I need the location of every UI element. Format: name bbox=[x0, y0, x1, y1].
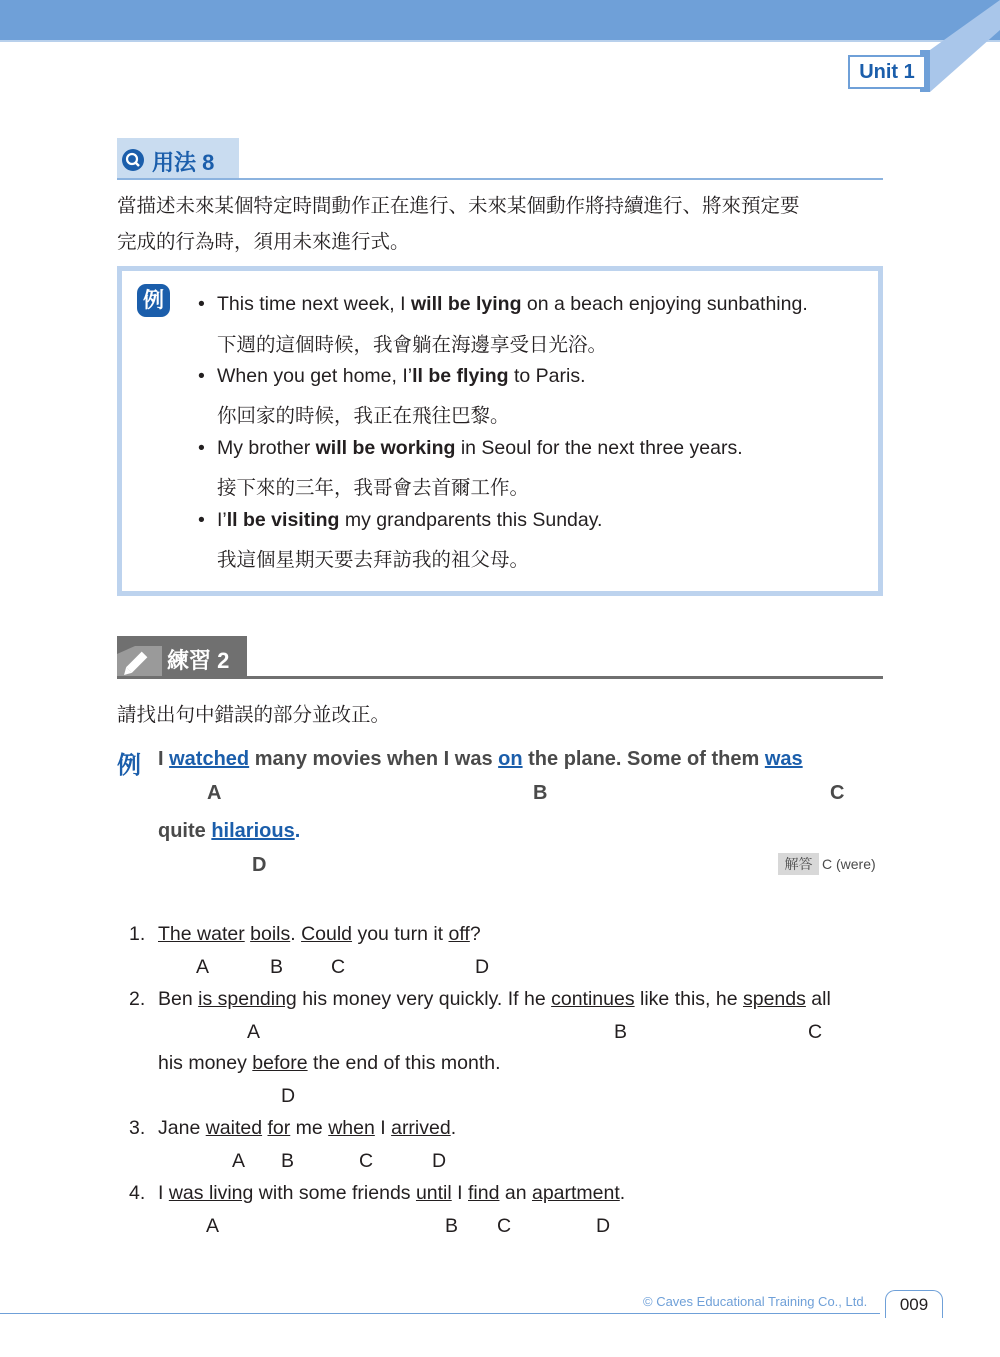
question-sentence bbox=[158, 988, 831, 1011]
option-letter: A bbox=[232, 1150, 246, 1172]
text: When you get home, I’ bbox=[217, 365, 413, 387]
option-letter: D bbox=[475, 956, 490, 978]
option-letter: D bbox=[281, 1085, 296, 1107]
text: his money bbox=[158, 1052, 253, 1074]
practice-instruction: 請找出句中錯誤的部分並改正。 bbox=[117, 704, 391, 726]
text: an bbox=[499, 1182, 532, 1204]
text: me bbox=[290, 1117, 329, 1139]
text: my grandparents this Sunday. bbox=[339, 509, 603, 531]
option-letter: C bbox=[808, 1021, 823, 1043]
text: I bbox=[374, 1117, 392, 1139]
question-number: 2. bbox=[129, 988, 146, 1010]
usage-header-rule bbox=[117, 178, 883, 180]
underlined-option: until bbox=[415, 1182, 452, 1204]
question-number: 3. bbox=[129, 1117, 146, 1139]
text: the plane. Some of them bbox=[522, 748, 765, 770]
worked-example-label: 例 bbox=[117, 752, 141, 779]
text: . bbox=[450, 1117, 457, 1139]
underlined-option: is spending bbox=[198, 988, 297, 1010]
text: I’ bbox=[217, 509, 227, 531]
underlined-option: spends bbox=[742, 988, 806, 1010]
underlined-option: on bbox=[498, 748, 523, 770]
question-sentence-continued bbox=[158, 1052, 501, 1075]
option-letter: C bbox=[830, 782, 845, 804]
pencil-icon bbox=[117, 636, 162, 679]
question-sentence bbox=[158, 923, 481, 946]
option-letter: C bbox=[359, 1150, 374, 1172]
underlined-option: arrived bbox=[391, 1117, 451, 1139]
underlined-option: waited bbox=[205, 1117, 263, 1139]
option-letter: B bbox=[281, 1150, 295, 1172]
text: Ben bbox=[158, 988, 199, 1010]
top-banner-rule bbox=[0, 40, 1000, 42]
text: This time next week, I bbox=[217, 293, 411, 315]
answer-value: C (were) bbox=[822, 856, 876, 872]
underlined-option: Could bbox=[301, 923, 353, 945]
underlined-option: was living bbox=[168, 1182, 254, 1204]
worked-example-line-2 bbox=[158, 820, 300, 843]
unit-label: Unit 1 bbox=[848, 55, 926, 89]
text: quite bbox=[158, 820, 212, 842]
option-letter: A bbox=[196, 956, 210, 978]
text: you turn it bbox=[352, 923, 449, 945]
option-letter: A bbox=[207, 782, 222, 804]
highlight: will be lying bbox=[410, 293, 522, 315]
option-letter: A bbox=[247, 1021, 261, 1043]
text: all bbox=[805, 988, 831, 1010]
example-translation: 下週的這個時候，我會躺在海邊享受日光浴。 bbox=[217, 334, 608, 356]
answer-tag: 解答 bbox=[778, 853, 819, 875]
text: My brother bbox=[217, 437, 316, 459]
option-letter: B bbox=[445, 1215, 459, 1237]
option-letter: B bbox=[533, 782, 548, 804]
question-sentence bbox=[158, 1117, 456, 1140]
footer-rule bbox=[0, 1313, 880, 1314]
bullet-icon: • bbox=[198, 293, 205, 315]
underlined-option: boils bbox=[250, 923, 291, 945]
example-translation: 你回家的時候，我正在飛往巴黎。 bbox=[217, 405, 510, 427]
example-badge: 例 bbox=[137, 284, 170, 317]
practice-rule bbox=[117, 676, 883, 679]
text: I bbox=[158, 1182, 169, 1204]
text: . bbox=[294, 820, 301, 842]
practice-title: 練習 2 bbox=[167, 648, 230, 673]
text: his money very quickly. If he bbox=[296, 988, 552, 1010]
option-letter: C bbox=[497, 1215, 512, 1237]
example-sentence bbox=[217, 365, 586, 388]
underlined-option: find bbox=[468, 1182, 500, 1204]
example-translation: 我這個星期天要去拜訪我的祖父母。 bbox=[217, 549, 530, 571]
example-translation: 接下來的三年，我哥會去首爾工作。 bbox=[217, 477, 530, 499]
underlined-option: The water bbox=[158, 923, 245, 945]
underlined-option: continues bbox=[551, 988, 635, 1010]
magnifier-icon bbox=[122, 149, 144, 171]
option-letter: D bbox=[252, 854, 267, 876]
question-sentence bbox=[158, 1182, 625, 1205]
underlined-option: apartment bbox=[531, 1182, 620, 1204]
underlined-option: was bbox=[764, 748, 803, 770]
underlined-option: watched bbox=[169, 748, 250, 770]
example-sentence bbox=[217, 509, 602, 532]
usage-description bbox=[117, 188, 887, 260]
bullet-icon: • bbox=[198, 437, 205, 459]
option-letter: C bbox=[331, 956, 346, 978]
underlined-option: before bbox=[252, 1052, 308, 1074]
question-number: 4. bbox=[129, 1182, 146, 1204]
text: . bbox=[619, 1182, 626, 1204]
text: with some friends bbox=[253, 1182, 416, 1204]
highlight: will be working bbox=[315, 437, 456, 459]
option-letter: D bbox=[432, 1150, 447, 1172]
corner-decoration bbox=[920, 0, 1000, 92]
example-sentence bbox=[217, 437, 743, 460]
worked-example-line-1 bbox=[158, 748, 803, 771]
text: many movies when I was bbox=[249, 748, 499, 770]
highlight: ll be visiting bbox=[226, 509, 340, 531]
text: ? bbox=[469, 923, 481, 945]
text: Jane bbox=[158, 1117, 206, 1139]
underlined-option: off bbox=[448, 923, 470, 945]
text: in Seoul for the next three years. bbox=[455, 437, 743, 459]
top-banner bbox=[0, 0, 1000, 40]
option-letter: D bbox=[596, 1215, 611, 1237]
text: I bbox=[451, 1182, 468, 1204]
text: the end of this month. bbox=[307, 1052, 501, 1074]
text: . bbox=[290, 923, 302, 945]
page-number: 009 bbox=[885, 1290, 943, 1318]
underlined-option: when bbox=[328, 1117, 375, 1139]
text: I bbox=[158, 748, 170, 770]
description-line: 完成的行為時，須用未來進行式。 bbox=[117, 231, 410, 253]
question-number: 1. bbox=[129, 923, 146, 945]
copyright: © Caves Educational Training Co., Ltd. bbox=[643, 1294, 868, 1309]
bullet-icon: • bbox=[198, 509, 205, 531]
option-letter: B bbox=[614, 1021, 628, 1043]
text: like this, he bbox=[634, 988, 743, 1010]
example-sentence bbox=[217, 293, 808, 316]
highlight: ll be flying bbox=[412, 365, 509, 387]
usage-title: 用法 8 bbox=[152, 150, 215, 175]
option-letter: A bbox=[206, 1215, 220, 1237]
text: to Paris. bbox=[508, 365, 586, 387]
text: on a beach enjoying sunbathing. bbox=[521, 293, 808, 315]
description-line: 當描述未來某個特定時間動作正在進行、未來某個動作將持續進行、將來預定要 bbox=[117, 195, 800, 217]
underlined-option: for bbox=[267, 1117, 291, 1139]
underlined-option: hilarious bbox=[211, 820, 295, 842]
option-letter: B bbox=[270, 956, 284, 978]
bullet-icon: • bbox=[198, 365, 205, 387]
